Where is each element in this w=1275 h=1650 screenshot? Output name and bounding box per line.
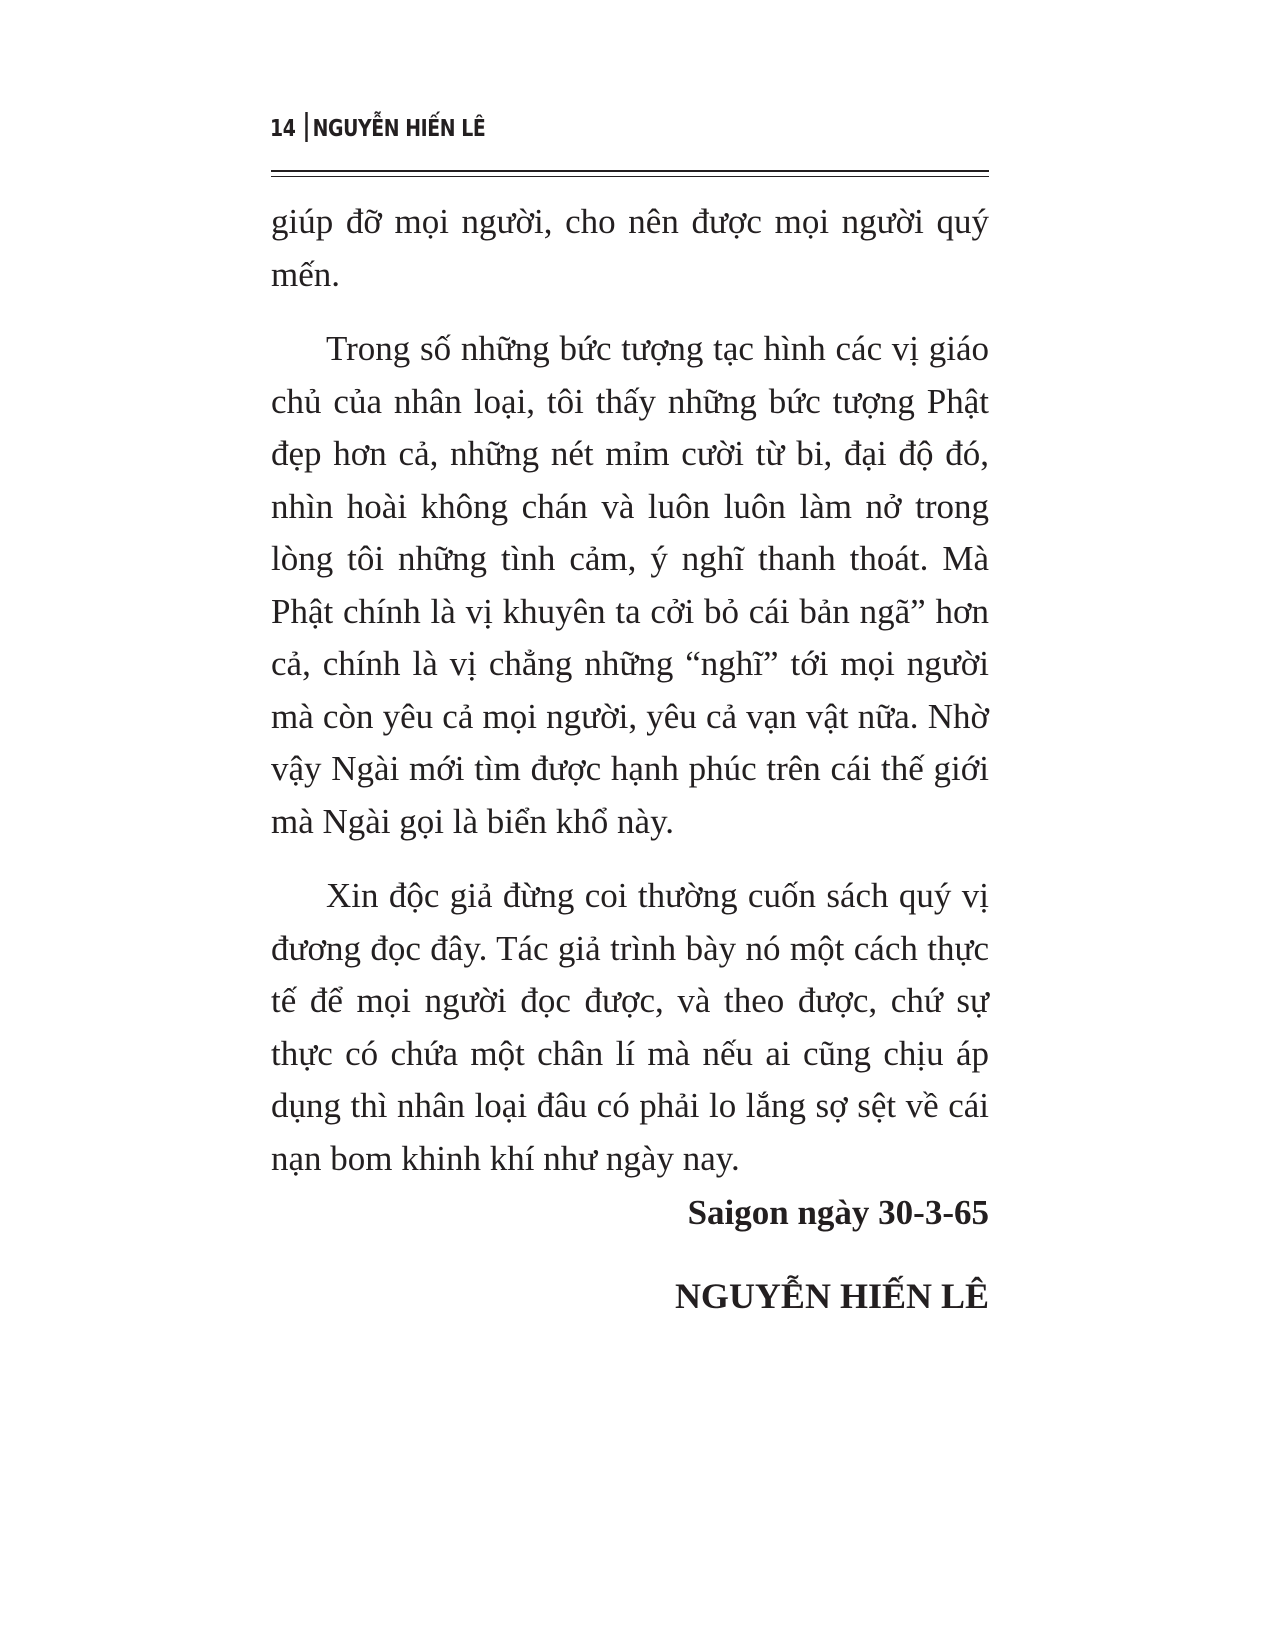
signoff-author: NGUYỄN HIẾN LÊ bbox=[674, 1276, 989, 1316]
paragraph: Xin độc giả đừng coi thường cuốn sách quý vị đương đọc đây. Tác giả trình bày nó một cách thực tế để mọi người đọc được, và theo được, chứ sự thực có chứa một chân lí mà nếu ai cũng chịu áp dụng thì nhân loại đâu có phải lo lắng sợ sệt về cái nạn bom khinh khí như ngày nay. bbox=[271, 876, 989, 1178]
signoff-place-date: Saigon ngày 30-3-65 bbox=[687, 1193, 989, 1232]
body-text bbox=[271, 196, 989, 1207]
page-number: 14 bbox=[270, 116, 296, 142]
header-rule-thin bbox=[271, 176, 989, 177]
header-separator bbox=[305, 112, 307, 142]
paragraph-continued: giúp đỡ mọi người, cho nên được mọi người quý mến. bbox=[271, 202, 989, 294]
running-header bbox=[270, 112, 860, 152]
running-title: NGUYỄN HIẾN LÊ bbox=[312, 116, 486, 142]
header-rule-thick bbox=[271, 170, 989, 172]
paragraph: Trong số những bức tượng tạc hình các vị giáo chủ của nhân loại, tôi thấy những bức tượng Phật đẹp hơn cả, những nét mỉm cười từ bi, đại độ đó, nhìn hoài không chán và luôn luôn làm nở trong lòng tôi những tình cảm, ý nghĩ thanh thoát. Mà Phật chính là vị khuyên ta cởi bỏ cái bản ngã” hơn cả, chính là vị chẳng những “nghĩ” tới mọi người mà còn yêu cả mọi người, yêu cả vạn vật nữa. Nhờ vậy Ngài mới tìm được hạnh phúc trên cái thế giới mà Ngài gọi là biển khổ này. bbox=[271, 329, 989, 841]
